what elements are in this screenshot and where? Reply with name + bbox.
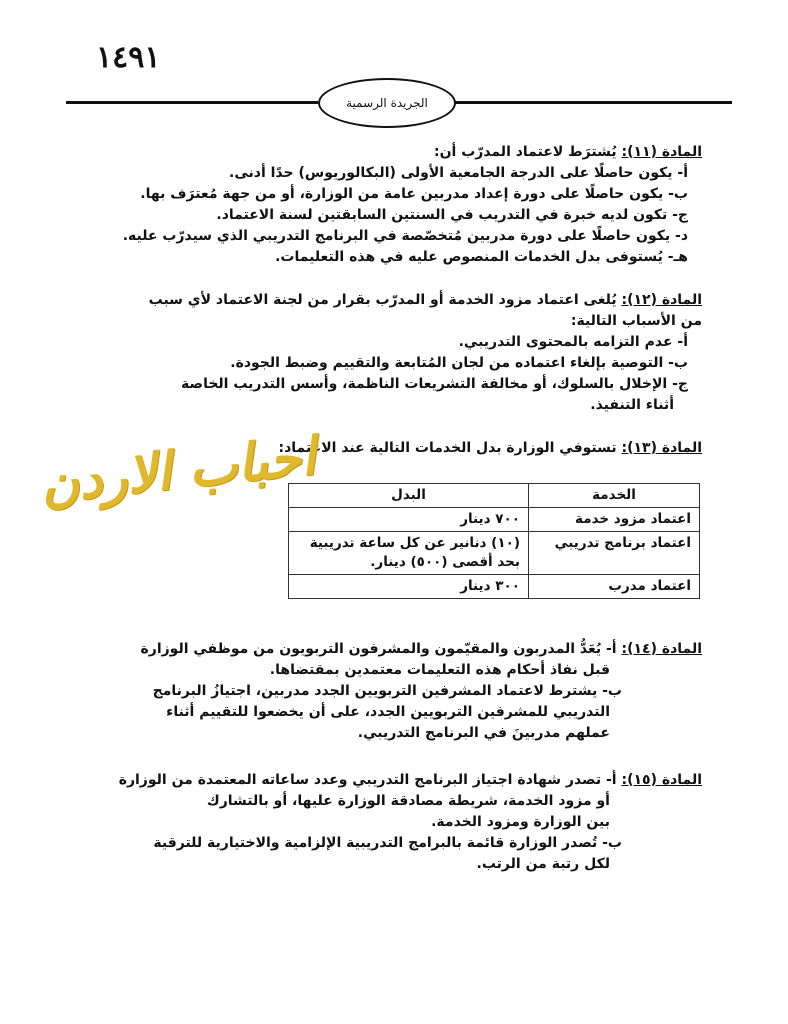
- gazette-title: الجريدة الرسمية: [346, 96, 428, 110]
- table-cell-service: اعتماد برنامج تدريبي: [529, 532, 700, 575]
- article-title: المادة (١١):: [621, 144, 702, 160]
- article-item: ب- تُصدر الوزارة قائمة بالبرامج التدريبية الإلزامية والاختيارية للترقية: [153, 835, 622, 851]
- gazette-title-badge: [318, 78, 456, 128]
- table-cell-fee: ٧٠٠ دينار: [289, 508, 529, 532]
- table-row: [289, 575, 700, 599]
- article-item: أ- يكون حاصلًا على الدرجة الجامعية الأولى (البكالوريوس) حدًا أدنى.: [229, 165, 688, 181]
- document-body: [60, 142, 702, 893]
- article-15: [60, 770, 702, 875]
- column-header-fee: البدل: [289, 484, 529, 508]
- watermark-text: احباب الاردن: [37, 425, 319, 516]
- article-item-continued: بين الوزارة ومزود الخدمة.: [431, 814, 610, 830]
- article-item: د- يكون حاصلًا على دورة مدربين مُتخصّصة في البرنامج التدريبي الذي سيدرّب عليه.: [122, 228, 688, 244]
- article-item: ب- يشترط لاعتماد المشرفين التربويين الجدد مدربين، اجتيازُ البرنامج: [152, 683, 622, 699]
- article-heading: [60, 142, 702, 163]
- article-title: المادة (١٤):: [621, 641, 702, 657]
- table-row: [289, 508, 700, 532]
- table-cell-fee: (١٠) دنانير عن كل ساعة تدريبية بحد أقصى (٥٠٠) دينار.: [289, 532, 529, 575]
- article-14: [60, 639, 702, 744]
- article-intro: يُلغى اعتماد مزود الخدمة أو المدرّب بقرار من لجنة الاعتماد لأي سبب: [148, 292, 622, 308]
- article-heading: [60, 639, 702, 660]
- article-title: المادة (١٥):: [621, 772, 702, 788]
- article-item: ج- الإخلال بالسلوك، أو مخالفة التشريعات الناظمة، وأسس التدريب الخاصة: [181, 376, 688, 392]
- article-intro-continued: من الأسباب التالية:: [570, 313, 702, 329]
- article-item-continued: التدريبي للمشرفين التربويين الجدد، على أن يخضعوا للتقييم أثناء: [166, 704, 610, 720]
- header-rule-right: [450, 101, 732, 104]
- article-intro: يُشترَط لاعتماد المدرّب أن:: [433, 144, 622, 160]
- article-item: ب- يكون حاصلًا على دورة إعداد مدربين عامة من الوزارة، أو من جهة مُعترَف بها.: [140, 186, 688, 202]
- article-item: ب- التوصية بإلغاء اعتماده من لجان المُتابعة والتقييم وضبط الجودة.: [230, 355, 688, 371]
- article-heading: [60, 770, 702, 791]
- article-title: المادة (١٣):: [621, 440, 702, 456]
- article-item: أ- يُعَدُّ المدربون والمقيّمون والمشرفون التربويون من موظفي الوزارة: [140, 641, 622, 657]
- header-rule-left: [66, 101, 318, 104]
- article-item-continued: عملهم مدربينَ في البرنامج التدريبي.: [357, 725, 610, 741]
- column-header-service: الخدمة: [529, 484, 700, 508]
- article-item: هـ- يُستوفى بدل الخدمات المنصوص عليه في هذه التعليمات.: [275, 249, 688, 265]
- article-intro: تستوفي الوزارة بدل الخدمات التالية عند الاعتماد:: [278, 440, 622, 456]
- fees-table: [288, 483, 700, 599]
- article-item: أ- تصدر شهادة اجتياز البرنامج التدريبي وعدد ساعاته المعتمدة من الوزارة: [118, 772, 622, 788]
- table-cell-fee: ٣٠٠ دينار: [289, 575, 529, 599]
- article-heading: [60, 290, 702, 311]
- article-item-continued: أثناء التنفيذ.: [590, 397, 674, 413]
- article-item: أ- عدم التزامه بالمحتوى التدريبي.: [458, 334, 688, 350]
- table-cell-service: اعتماد مدرب: [529, 575, 700, 599]
- table-header-row: [289, 484, 700, 508]
- article-title: المادة (١٢):: [621, 292, 702, 308]
- table-cell-service: اعتماد مزود خدمة: [529, 508, 700, 532]
- article-11: [60, 142, 702, 268]
- article-item-continued: قبل نفاذ أحكام هذه التعليمات معتمدين بمقتضاها.: [269, 662, 610, 678]
- article-item-continued: لكل رتبة من الرتب.: [476, 856, 610, 872]
- article-item: ج- تكون لديه خبرة في التدريب في السنتين السابقتين لسنة الاعتماد.: [216, 207, 688, 223]
- page-number: ١٤٩١: [96, 40, 161, 75]
- article-12: [60, 290, 702, 416]
- table-row: [289, 532, 700, 575]
- article-item-continued: أو مزود الخدمة، شريطة مصادقة الوزارة عليها، أو بالتشارك: [206, 793, 610, 809]
